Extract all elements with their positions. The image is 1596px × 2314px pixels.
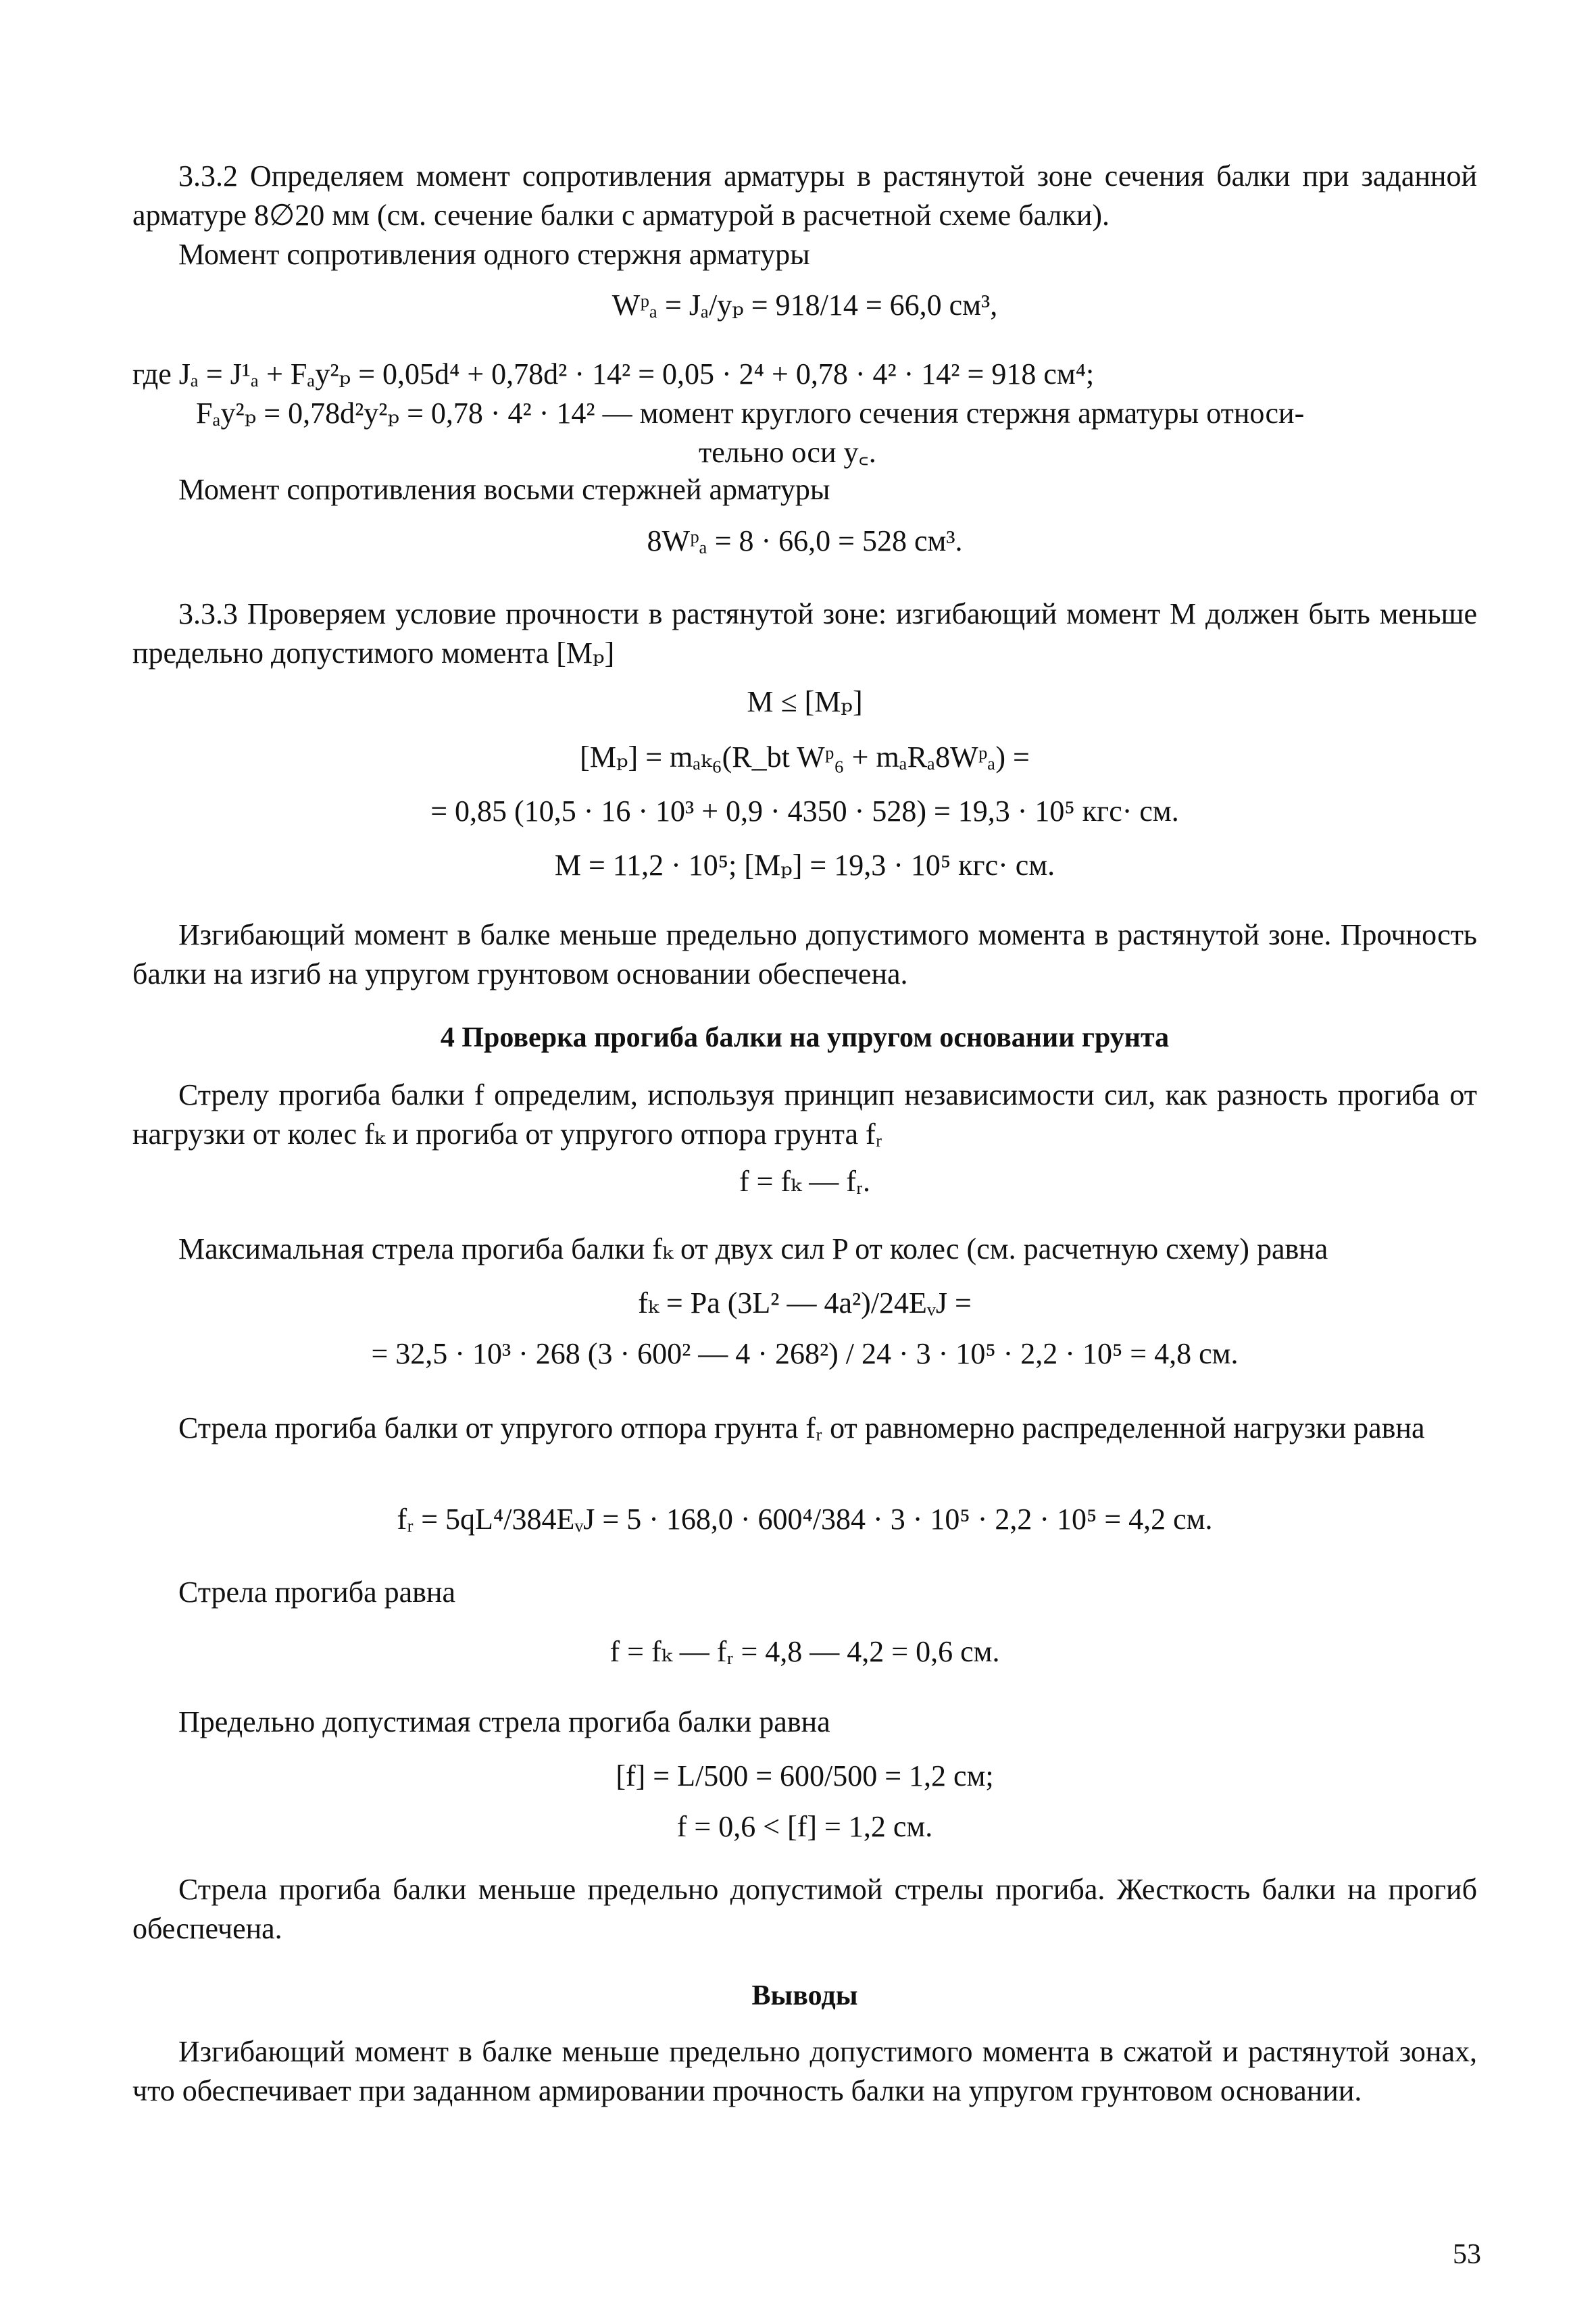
paragraph-allowable-deflection: Предельно допустимая стрела прогиба балки равна: [178, 1705, 830, 1738]
page-number: 53: [1453, 2239, 1481, 2270]
paragraph-deflection-intro: Стрелу прогиба балки f определим, используя принцип независимости сил, как разность прогиба от нагрузки от колес fₖ и прогиба от упругого отпора грунта fᵣ: [132, 1078, 1477, 1151]
equation-mp: [Mₚ] = mₐₖ₆(R_bt Wᵖ₆ + mₐRₐ8Wᵖₐ) =: [580, 740, 1030, 774]
equation-fk: fₖ = Pa (3L² — 4a²)/24EᵥJ =: [638, 1286, 972, 1319]
equation-mp-value: = 0,85 (10,5 · 16 · 10³ + 0,9 · 4350 · 528) = 19,3 · 10⁵ кгс· см.: [430, 795, 1179, 828]
equation-f: f = fₖ — fᵣ.: [739, 1165, 870, 1198]
equation-fay2p: Fₐy²ₚ = 0,78d²y²ₚ = 0,78 · 4² · 14² — момент круглого сечения стержня арматуры относи-: [196, 397, 1305, 430]
paragraph-deflection-equals: Стрела прогиба равна: [178, 1576, 455, 1609]
paragraph-ground-deflection: Стрела прогиба балки от упругого отпора грунта fᵣ от равномерно распределенной нагрузки равна: [178, 1411, 1425, 1444]
paragraph-max-deflection: Максимальная стрела прогиба балки fₖ от двух сил P от колес (см. расчетную схему) равна: [178, 1232, 1328, 1265]
equation-ja: где Jₐ = J¹ₐ + Fₐy²ₚ = 0,05d⁴ + 0,78d² · 14² = 0,05 · 2⁴ + 0,78 · 4² · 14² = 918 см⁴;: [132, 357, 1095, 391]
equation-condition: M ≤ [Mₚ]: [747, 685, 863, 718]
paragraph-single-bar-moment: Момент сопротивления одного стержня арматуры: [178, 238, 810, 271]
equation-fk-value: = 32,5 · 10³ · 268 (3 · 600² — 4 · 268²) / 24 · 3 · 10⁵ · 2,2 · 10⁵ = 4,8 см.: [371, 1337, 1239, 1370]
equation-wpa: Wᵖₐ = Jₐ/yₚ = 918/14 = 66,0 см³,: [612, 288, 998, 322]
equation-allowable-f: [f] = L/500 = 600/500 = 1,2 см;: [616, 1759, 994, 1792]
equation-8wpa: 8Wᵖₐ = 8 · 66,0 = 528 см³.: [647, 524, 963, 557]
section-3-3-2-intro: 3.3.2 Определяем момент сопротивления арматуры в растянутой зоне сечения балки при заданной арматуре 8∅20 мм (см. сечение балки с арматурой в расчетной схеме балки).: [132, 159, 1477, 232]
paragraph-stiffness-conclusion: Стрела прогиба балки меньше предельно допустимой стрелы прогиба. Жесткость балки на прогиб обеспечена.: [132, 1873, 1477, 1945]
equation-f-value: f = fₖ — fᵣ = 4,8 — 4,2 = 0,6 см.: [609, 1635, 1000, 1668]
paragraph-conclusions: Изгибающий момент в балке меньше предельно допустимого момента в сжатой и растянутой зонах, что обеспечивает при заданном армировании прочность балки на упругом грунтовом основании.: [132, 2035, 1477, 2107]
paragraph-strength-conclusion: Изгибающий момент в балке меньше предельно допустимого момента в растянутой зоне. Прочность балки на изгиб на упругом грунтовом основании обеспечена.: [132, 918, 1477, 990]
equation-fg: fᵣ = 5qL⁴/384EᵥJ = 5 · 168,0 · 600⁴/384 · 3 · 10⁵ · 2,2 · 10⁵ = 4,2 см.: [397, 1503, 1213, 1536]
section-3-3-3-intro: 3.3.3 Проверяем условие прочности в растянутой зоне: изгибающий момент M должен быть меньше предельно допустимого момента [Mₚ]: [132, 597, 1477, 670]
section-4-heading: 4 Проверка прогиба балки на упругом основании грунта: [440, 1022, 1170, 1053]
equation-fay2p-continuation: тельно оси y꜀.: [699, 436, 876, 469]
equation-m-comparison: M = 11,2 · 10⁵; [Mₚ] = 19,3 · 10⁵ кгс· см.: [554, 849, 1055, 882]
equation-f-comparison: f = 0,6 < [f] = 1,2 см.: [676, 1810, 933, 1843]
paragraph-eight-bars-moment: Момент сопротивления восьми стержней арматуры: [178, 473, 830, 506]
conclusions-heading: Выводы: [751, 1980, 858, 2011]
